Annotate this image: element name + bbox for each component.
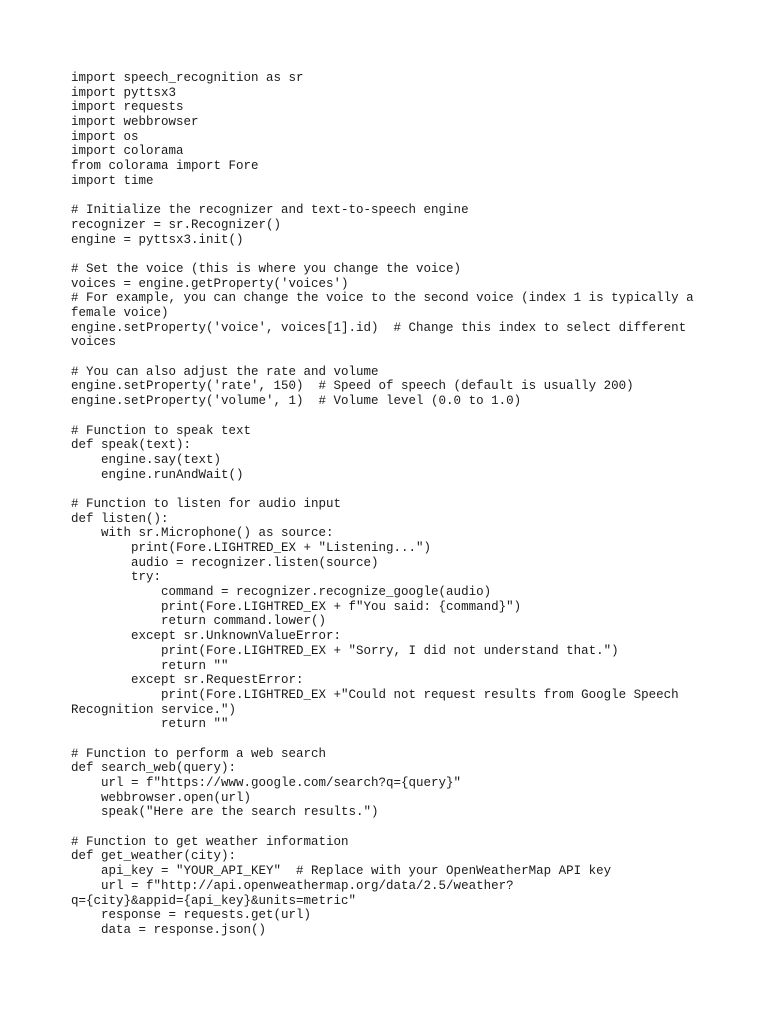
code-line: webbrowser.open(url) — [71, 790, 252, 805]
code-line: female voice) — [71, 306, 169, 320]
code-line: speak("Here are the search results.") — [71, 805, 379, 820]
blank-line — [71, 350, 731, 365]
code-line: import time — [71, 173, 154, 188]
code-listing — [71, 71, 731, 938]
code-line: # Function to perform a web search — [71, 746, 327, 761]
code-line: def get_weather(city): — [71, 849, 237, 864]
code-line: print(Fore.LIGHTRED_EX + f"You said: {command}") — [71, 599, 522, 614]
code-line: audio = recognizer.listen(source) — [71, 555, 379, 570]
code-line: command = recognizer.recognize_google(audio) — [71, 585, 492, 600]
code-line: return "" — [71, 658, 229, 673]
code-line: engine.setProperty('volume', 1) # Volume level (0.0 to 1.0) — [71, 394, 522, 409]
code-line: def speak(text): — [71, 438, 192, 453]
code-line: # Set the voice (this is where you change the voice) — [71, 261, 462, 276]
code-line: # Function to get weather information — [71, 834, 349, 849]
code-line: response = requests.get(url) — [71, 908, 312, 923]
code-line: voices — [71, 335, 117, 350]
code-line: engine.setProperty('voice', voices[1].id) # Change this index to select different — [71, 320, 687, 335]
code-line: # For example, you can change the voice to the second voice (index 1 is typically a — [71, 291, 694, 306]
code-line: data = response.json() — [71, 922, 267, 937]
code-line: from colorama import Fore — [71, 159, 259, 174]
code-line: print(Fore.LIGHTRED_EX + "Sorry, I did not understand that.") — [71, 643, 619, 658]
code-line: print(Fore.LIGHTRED_EX + "Listening...") — [71, 541, 432, 555]
code-line: def search_web(query): — [71, 761, 237, 776]
code-line: import pyttsx3 — [71, 85, 177, 100]
code-line: import speech_recognition as sr — [71, 71, 304, 85]
code-line: # Function to speak text — [71, 423, 252, 438]
code-line: # You can also adjust the rate and volume — [71, 364, 379, 379]
code-line: except sr.UnknownValueError: — [71, 629, 342, 644]
blank-line — [71, 409, 731, 424]
blank-line — [71, 247, 731, 262]
blank-line — [71, 482, 731, 497]
code-line: recognizer = sr.Recognizer() — [71, 217, 282, 232]
code-line: return "" — [71, 717, 229, 732]
blank-line — [71, 732, 731, 747]
code-line: q={city}&appid={api_key}&units=metric" — [71, 893, 357, 908]
code-line: engine = pyttsx3.init() — [71, 232, 244, 247]
code-line: api_key = "YOUR_API_KEY" # Replace with your OpenWeatherMap API key — [71, 864, 612, 879]
code-line: Recognition service.") — [71, 702, 237, 717]
code-line: import requests — [71, 100, 184, 115]
code-line: import webbrowser — [71, 115, 199, 130]
code-line: print(Fore.LIGHTRED_EX +"Could not request results from Google Speech — [71, 687, 679, 702]
code-line: url = f"http://api.openweathermap.org/data/2.5/weather? — [71, 878, 514, 893]
code-line: import os — [71, 129, 139, 144]
code-line: except sr.RequestError: — [71, 673, 304, 688]
code-line: engine.say(text) — [71, 452, 222, 467]
code-line: try: — [71, 570, 162, 585]
code-line: return command.lower() — [71, 614, 327, 629]
blank-line — [71, 820, 731, 835]
code-line: with sr.Microphone() as source: — [71, 526, 334, 541]
code-line: # Function to listen for audio input — [71, 496, 342, 511]
code-line: url = f"https://www.google.com/search?q={query}" — [71, 776, 462, 790]
code-line: import colorama — [71, 144, 184, 159]
code-line: engine.setProperty('rate', 150) # Speed of speech (default is usually 200) — [71, 379, 634, 394]
code-line: def listen(): — [71, 511, 169, 526]
code-line: voices = engine.getProperty('voices') — [71, 276, 349, 291]
blank-line — [71, 189, 731, 204]
code-line: engine.runAndWait() — [71, 467, 244, 482]
code-line: # Initialize the recognizer and text-to-speech engine — [71, 203, 469, 218]
